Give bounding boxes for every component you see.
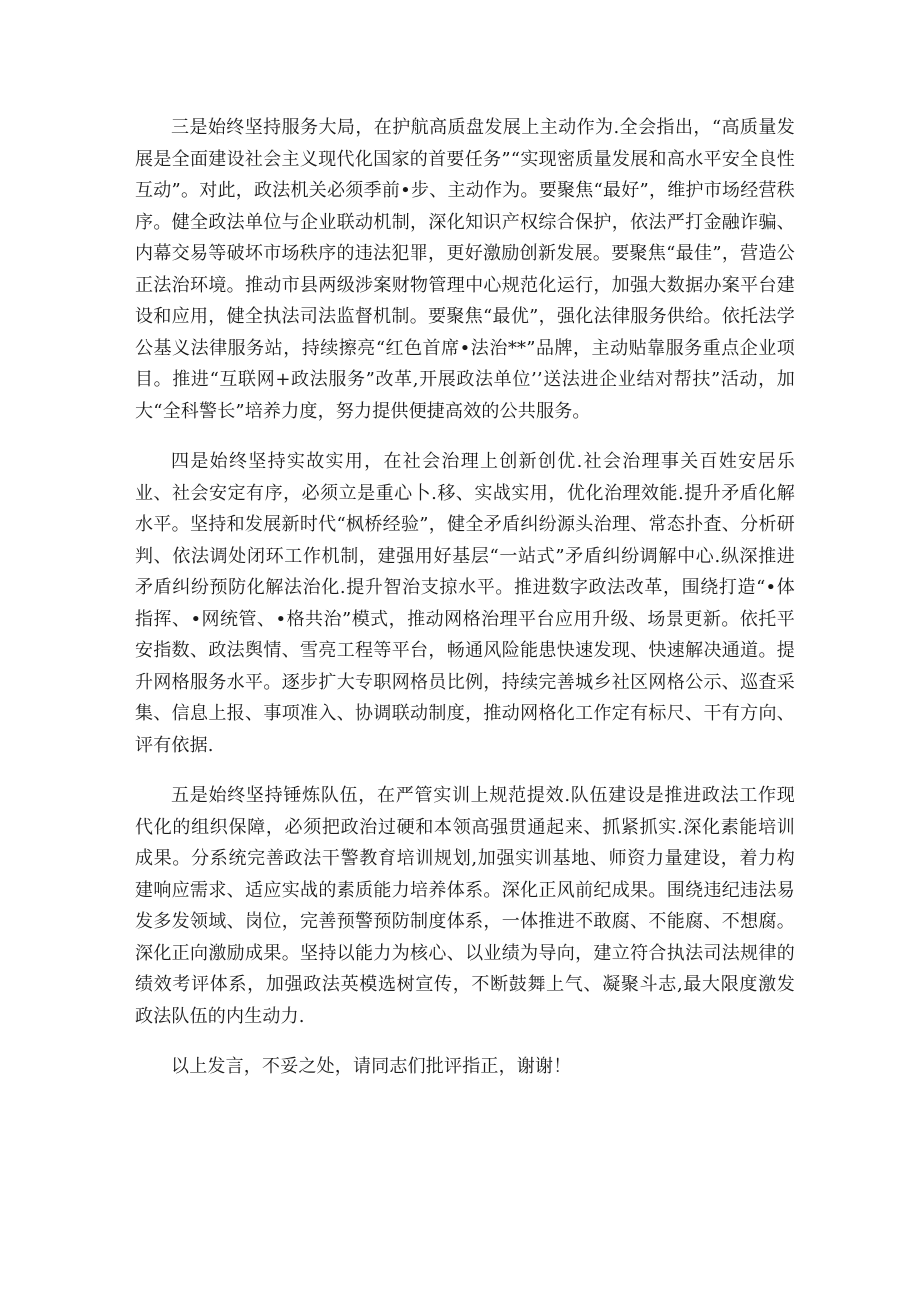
paragraph-team-building: 五是始终坚持锤炼队伍，在严管实训上规范提效.队伍建设是推进政法工作现代化的组织保障，必须把政治过硬和本领高强贯通起来、抓紧抓实.深化素能培训成果。分系统完善政法干警教育培训规划,加强实训基地、师资力量建设，着力构建响应需求、适应实战的素质能力培养体系。深化正风前纪成果。围绕违纪违法易发多发领域、岗位，完善预警预防制度体系，一体推进不敢腐、不能腐、不想腐。深化正向激励成果。坚持以能力为核心、以业绩为导向，建立符合执法司法规律的绩效考评体系，加强政法英模选树宣传，不断鼓舞上气、凝聚斗志,最大限度激发政法队伍的内生动力. <box>135 785 795 1027</box>
document-body <box>135 112 795 1102</box>
paragraph-social-governance: 四是始终坚持实故实用，在社会治理上创新创优.社会治理事关百姓安居乐业、社会安定有序，必须立是重心卜.移、实战实用，优化治理效能.提升矛盾化解水平。坚持和发展新时代“枫桥经验”，健全矛盾纠纷源头治理、常态扑査、分析研判、依法调处闭环工作机制，建强用好基层“一站式”矛盾纠纷调解中心.纵深推进矛盾纠纷预防化解法治化.提升智治支掠水平。推进数字政法改革，围绕打造“•体指挥、•网统管、•格共治”模式，推动网格治理平台应用升级、场景更新。依托平安指数、政法舆情、雪亮工程等平台，畅通风险能患快速发现、快速解决通道。提升网格服务水平。逐步扩大专职网格员比例，持续完善城乡社区网格公示、巡査采集、信息上报、事项准入、协调联动制度，推动网格化工作定有标尺、干有方向、评有依据. <box>135 451 795 756</box>
paragraph-service-overall: 三是始终坚持服务大局，在护航高质盘发展上主动作为.全会指出，“高质量发展是全面建设社会主义现代化国家的首要任务”“实现密质量发展和高水平安全良性互动”。对此，政法机关必须季前•步、主动作为。要聚焦“最好”，维护市场经营秩序。健全政法单位与企业联动机制，深化知识产权综合保护，依法严打金融诈骗、内幕交易等破坏市场秩序的违法犯罪，更好激励创新发展。要聚焦“最佳”，营造公正法治环境。推动市县两级涉案财物管理中心规范化运行，加强大数据办案平台建设和应用，健全执法司法监督机制。要聚焦“最优”，强化法律服务供给。依托法学公基义法律服务站，持续擦亮“红色首席•法治**”品牌，主动贴靠服务重点企业项目。推进“互联网+政法服务”改革,开展政法单位’’送法进企业结对帮扶”活动，加大“全科警长”培养力度，努力提供便捷高效的公共服务。 <box>135 117 795 422</box>
paragraph-closing-remarks: 以上发言，不妥之处，请同志们批评指正，谢谢！ <box>171 1056 572 1077</box>
